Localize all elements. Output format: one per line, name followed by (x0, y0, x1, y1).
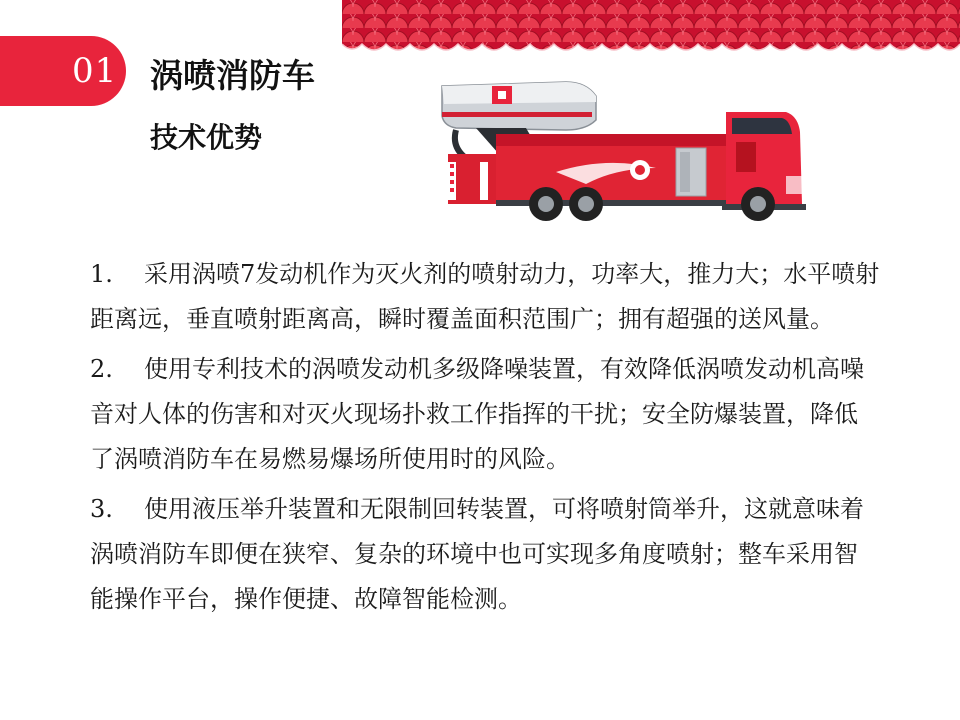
page-title: 涡喷消防车 (150, 56, 315, 95)
list-item-text: 使用液压举升装置和无限制回转装置，可将喷射筒举升，这就意味着涡喷消防车即便在狭窄、复杂的环境中也可实现多角度喷射；整车采用智能操作平台，操作便捷、故障智能检测。 (90, 495, 864, 613)
section-number: 01 (72, 51, 118, 91)
advantages-list (90, 252, 880, 627)
list-item-text: 采用涡喷7发动机作为灭火剂的喷射动力，功率大，推力大；水平喷射距离远，垂直喷射距离高，瞬时覆盖面积范围广；拥有超强的送风量。 (90, 260, 880, 333)
page-subtitle: 技术优势 (150, 121, 263, 154)
list-item-number: 2. (90, 355, 113, 383)
list-item-text: 使用专利技术的涡喷发动机多级降噪装置，有效降低涡喷发动机高噪音对人体的伤害和对灭火现场扑救工作指挥的干扰；安全防爆装置，降低了涡喷消防车在易燃易爆场所使用时的风险。 (90, 355, 864, 473)
curtain-decoration (342, 0, 960, 60)
section-number-badge (0, 36, 126, 106)
list-item (90, 252, 880, 342)
list-item-number: 1. (90, 260, 113, 288)
list-item (90, 487, 880, 622)
list-item (90, 347, 880, 482)
list-item-number: 3. (90, 495, 113, 523)
fire-truck-icon (436, 72, 816, 222)
